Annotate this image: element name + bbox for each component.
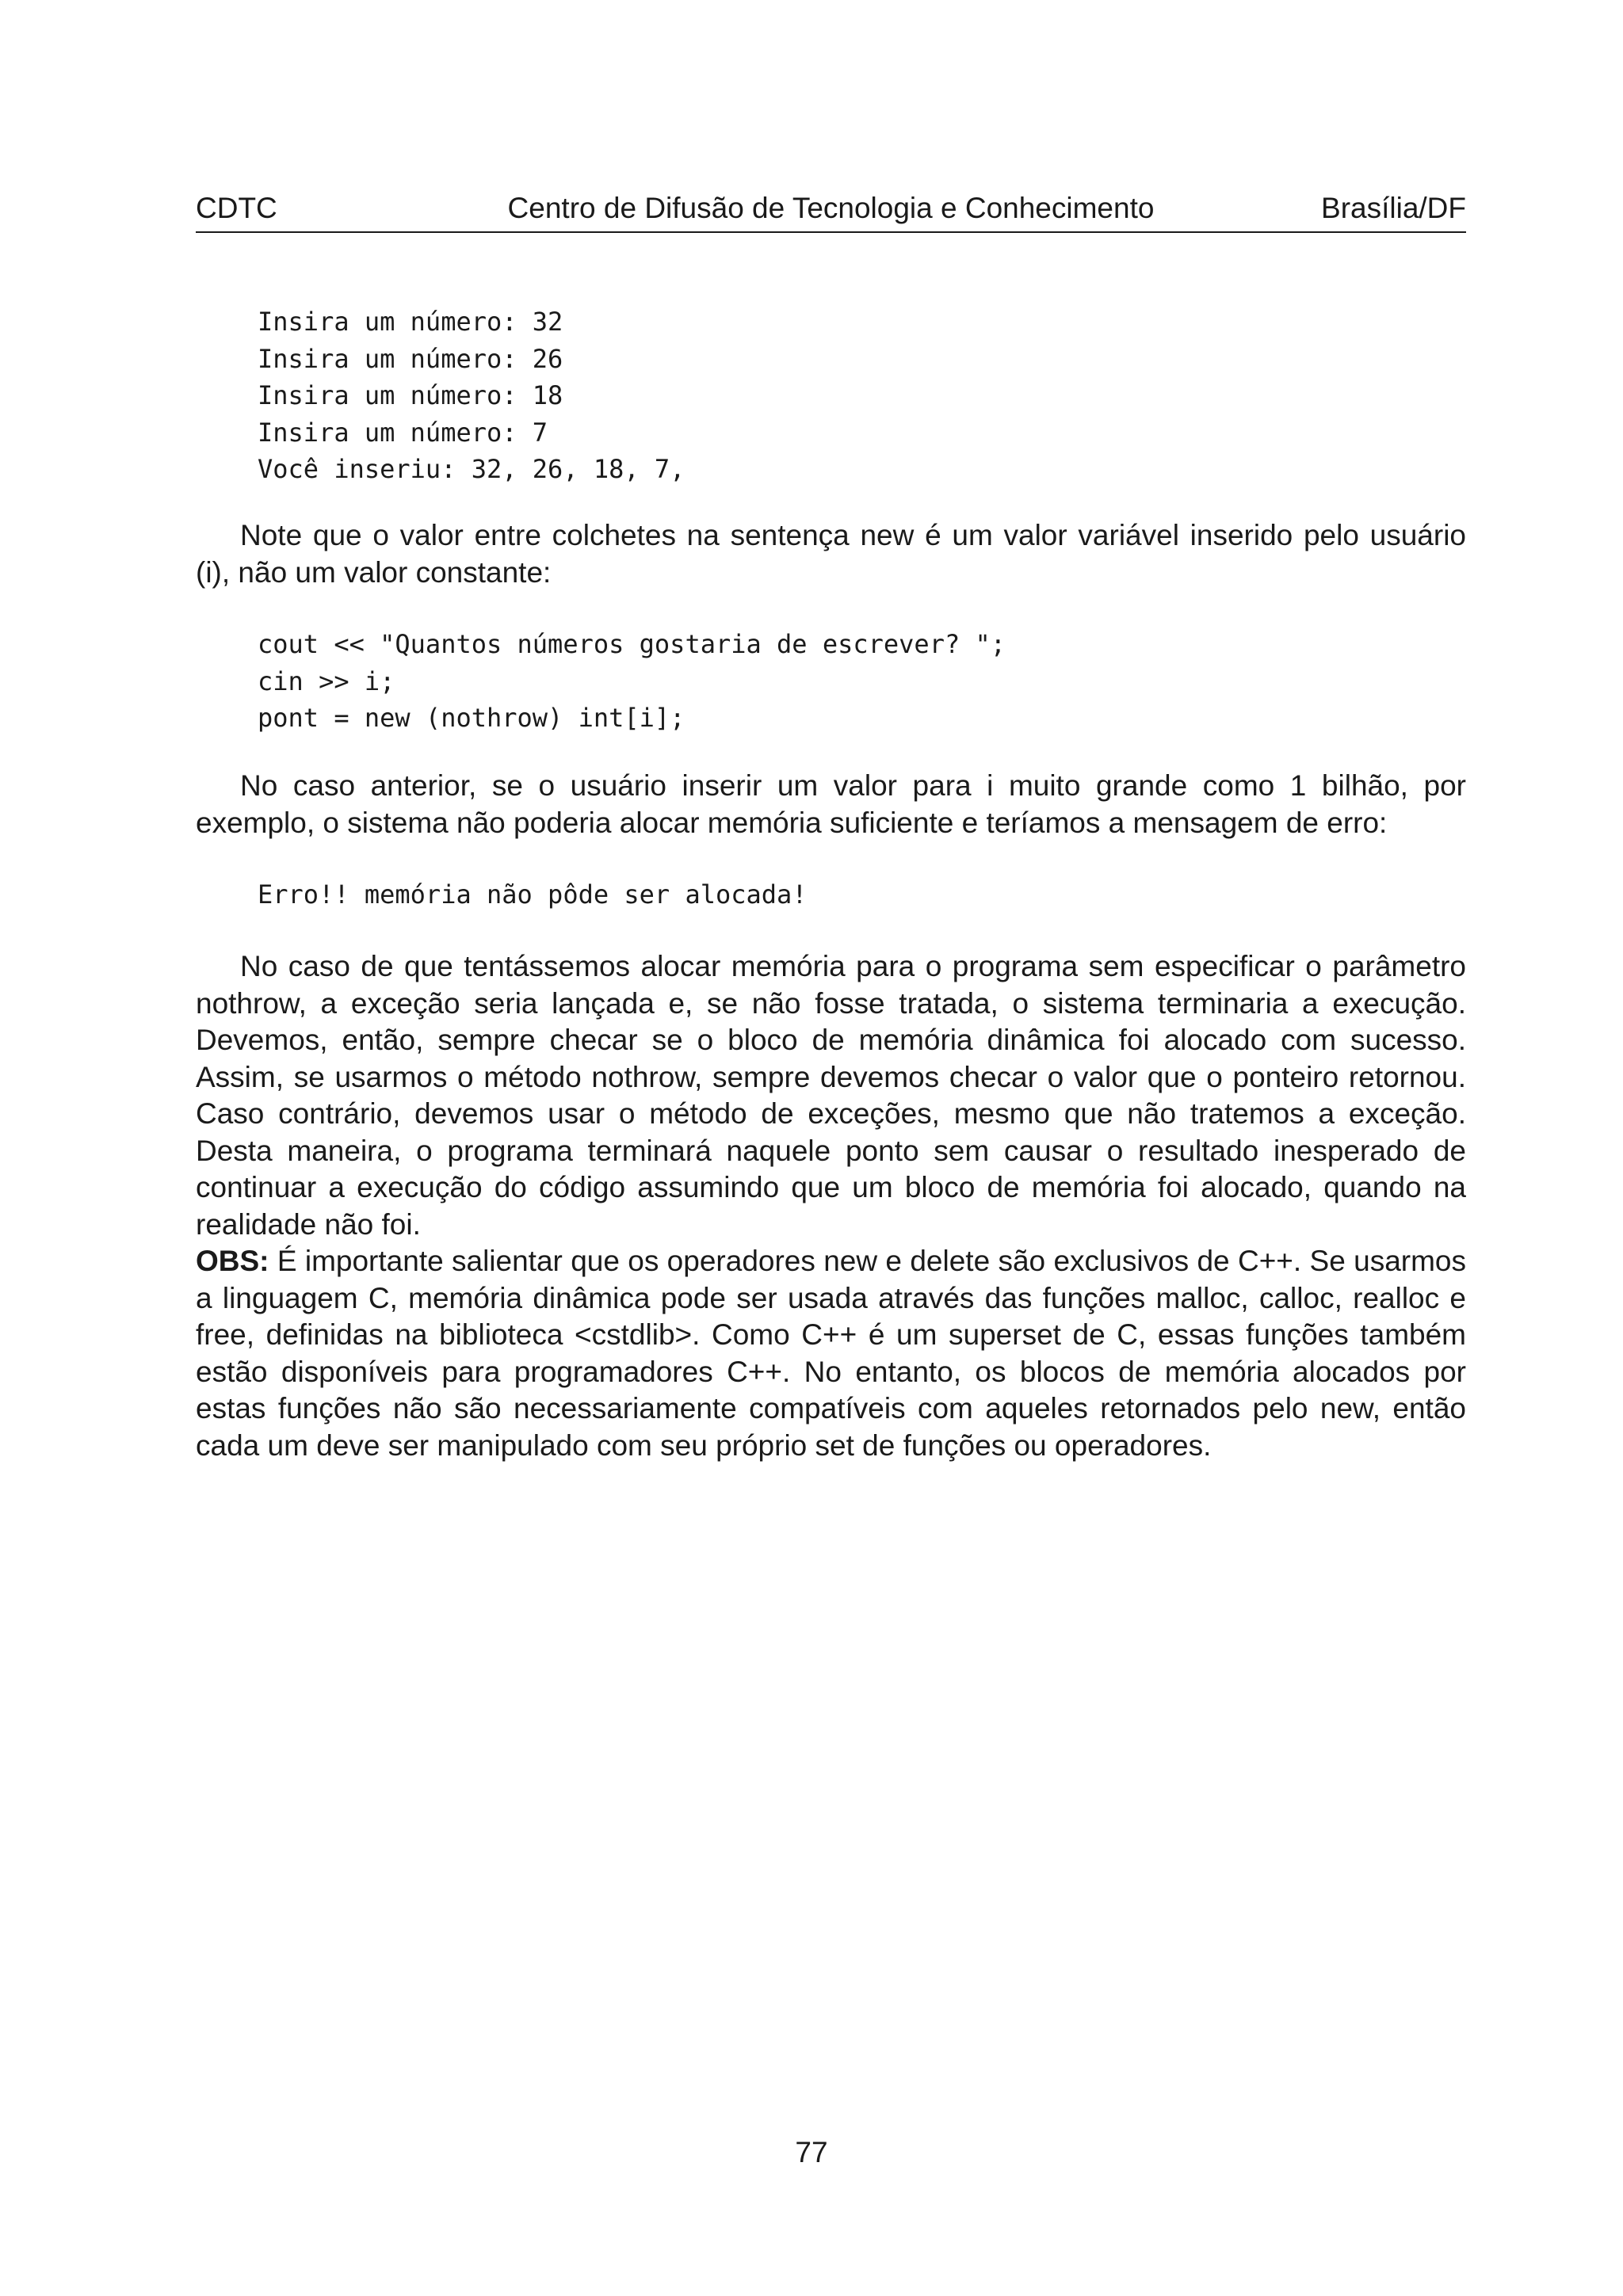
header-left: CDTC	[196, 192, 277, 224]
paragraph-previous-case: No caso anterior, se o usuário inserir um valor para i muito grande como 1 bilhão, por exemplo, o sistema não poderia alocar memória suficiente e teríamos a mensagem de erro:	[196, 769, 1466, 839]
header-center: Centro de Difusão de Tecnologia e Conhecimento	[507, 192, 1155, 224]
output-line: Insira um número: 7	[258, 417, 548, 448]
code-line: cout << "Quantos números gostaria de escrever? ";	[258, 629, 1006, 659]
paragraph-note: Note que o valor entre colchetes na sentença new é um valor variável inserido pelo usuário (i), não um valor constante:	[196, 519, 1466, 589]
program-output	[258, 303, 685, 488]
obs-text: É importante salientar que os operadores new e delete são exclusivos de C++. Se usarmos a linguagem C, memória dinâmica pode ser usada através das funções malloc, calloc, realloc e free, definidas na biblioteca <cstdlib>. Como C++ é um superset de C, essas funções também estão disponíveis para programadores C++. No entanto, os blocos de memória alocados por estas funções não são necessariamente compatíveis com aqueles retornados pelo new, então cada um deve ser manipulado com seu próprio set de funções ou operadores.	[196, 1245, 1466, 1462]
output-line: Insira um número: 18	[258, 380, 563, 410]
obs-paragraph	[196, 1243, 1466, 1464]
paragraph-nothrow: No caso de que tentássemos alocar memória para o programa sem especificar o parâmetro nothrow, a exceção seria lançada e, se não fosse tratada, o sistema terminaria a execução. Devemos, então, sempre checar se o bloco de memória dinâmica foi alocado com sucesso. Assim, se usarmos o método nothrow, sempre devemos checar o valor que o ponteiro retornou. Caso contrário, devemos usar o método de exceções, mesmo que não tratemos a exceção. Desta maneira, o programa terminará naquele ponto sem causar o resultado inesperado de continuar a execução do código assumindo que um bloco de memória foi alocado, quando na realidade não foi.	[196, 950, 1466, 1241]
output-line: Você inseriu: 32, 26, 18, 7,	[258, 454, 685, 484]
output-line: Insira um número: 32	[258, 307, 563, 337]
code-snippet	[258, 626, 1006, 737]
obs-label: OBS:	[196, 1245, 269, 1277]
output-line: Insira um número: 26	[258, 343, 563, 374]
code-line: pont = new (nothrow) int[i];	[258, 703, 685, 733]
header-right: Brasília/DF	[1321, 192, 1466, 224]
error-message-code	[258, 876, 808, 913]
page-number: 77	[795, 2136, 828, 2168]
code-line: cin >> i;	[258, 666, 395, 696]
page-header	[196, 190, 1466, 233]
error-message: Erro!! memória não pôde ser alocada!	[258, 879, 808, 910]
